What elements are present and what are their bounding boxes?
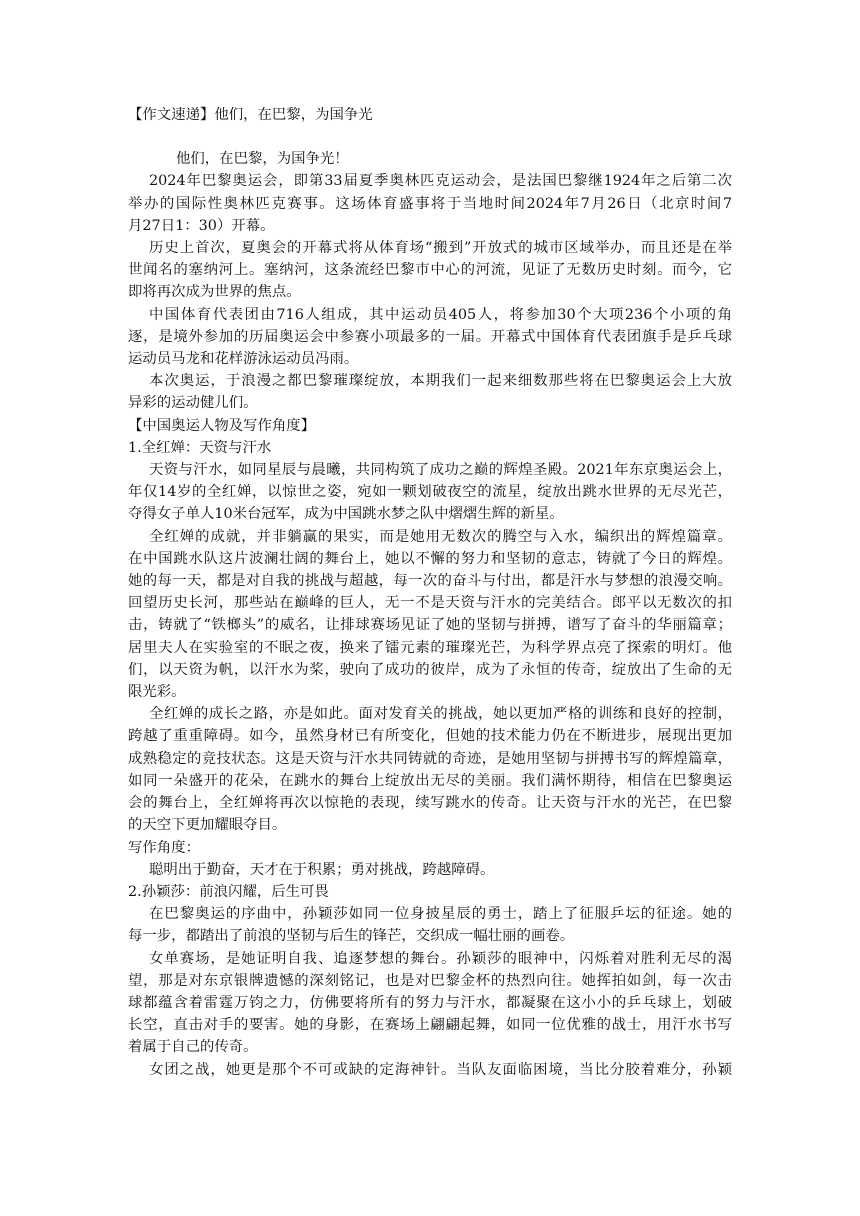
text-line: 成熟稳定的竞技状态。这是天资与汗水共同铸就的奇迹，是她用坚韧与拼搏书写的辉煌篇章， xyxy=(128,750,732,767)
text-line: 击，铸就了“铁榔头”的威名，让排球赛场见证了她的坚韧与拼搏，谱写了奋斗的华丽篇章； xyxy=(128,617,732,634)
text-line: 运动员马龙和花样游泳运动员冯雨。 xyxy=(128,351,359,368)
body-paragraph xyxy=(128,1059,732,1081)
text-line: 每一步，都踏出了前浪的坚韧与后生的锋芒，交织成一幅壮丽的画卷。 xyxy=(128,928,575,945)
text-line: 回望历史长河，那些站在巅峰的巨人，无一不是天资与汗水的完美结合。郎平以无数次的扣 xyxy=(128,595,732,612)
text-line: 居里夫人在实验室的不眠之夜，换来了镭元素的璀璨光芒，为科学界点亮了探索的明灯。他 xyxy=(128,639,732,656)
text-line: 的天空下更加耀眼夺目。 xyxy=(128,817,287,834)
body-paragraph xyxy=(128,703,732,836)
text-line: 天资与汗水，如同星辰与晨曦，共同构筑了成功之巅的辉煌圣殿。2021年东京奥运会上， xyxy=(149,462,732,479)
subsection-heading: 2.孙颖莎：前浪闪耀，后生可畏 xyxy=(128,883,329,900)
text-line: 她的每一天，都是对自我的挑战与超越，每一次的奋斗与付出，都是汗水与梦想的浪漫交响。 xyxy=(128,573,732,590)
intro-paragraph xyxy=(128,170,732,237)
text-line: 跨越了重重障碍。如今，虽然身材已有所变化，但她的技术能力仍在不断进步，展现出更加 xyxy=(128,728,732,745)
text-line: 限光彩。 xyxy=(128,684,186,701)
section-heading: 【中国奥运人物及写作角度】 xyxy=(128,417,316,434)
text-line: 逐，是境外参加的历届奥运会中参赛小项最多的一届。开幕式中国体育代表团旗手是乒乓球 xyxy=(128,328,732,345)
text-line: 如同一朵盛开的花朵，在跳水的舞台上绽放出无尽的美丽。我们满怀期待，相信在巴黎奥运 xyxy=(128,772,732,789)
intro-paragraph xyxy=(128,304,732,371)
text-line: 举办的国际性奥林匹克赛事。这场体育盛事将于当地时间2024年7月26日（北京时间7 xyxy=(128,195,732,212)
body-paragraph xyxy=(128,526,732,704)
writing-angle-label: 写作角度： xyxy=(128,839,200,856)
text-line: 中国体育代表团由716人组成，其中运动员405人，将参加30个大项236个小项的角 xyxy=(149,306,732,323)
subsection-heading: 1.全红婵：天资与汗水 xyxy=(128,439,272,456)
text-line: 在巴黎奥运的序曲中，孙颖莎如同一位身披星辰的勇士，踏上了征服乒坛的征途。她的 xyxy=(149,906,732,923)
text-line: 女团之战，她更是那个不可或缺的定海神针。当队友面临困境，当比分胶着难分，孙颖 xyxy=(149,1061,732,1078)
writing-angle-text: 聪明出于勤奋，天才在于积累；勇对挑战，跨越障碍。 xyxy=(149,861,495,878)
text-line: 全红婵的成就，并非躺赢的果实，而是她用无数次的腾空与入水，编织出的辉煌篇章。 xyxy=(149,528,732,545)
text-line: 2024年巴黎奥运会，即第33届夏季奥林匹克运动会，是法国巴黎继1924年之后第二次 xyxy=(149,173,732,190)
text-line: 会的舞台上，全红婵将再次以惊艳的表现，续写跳水的传奇。让天资与汗水的光芒，在巴黎 xyxy=(128,795,732,812)
text-line: 夺得女子单人10米台冠军，成为中国跳水梦之队中熠熠生辉的新星。 xyxy=(128,506,564,523)
blank-line xyxy=(128,126,732,148)
text-line: 本次奥运，于浪漫之都巴黎璀璨绽放，本期我们一起来细数那些将在巴黎奥运会上大放 xyxy=(149,373,732,390)
text-line: 们，以天资为帆，以汗水为桨，驶向了成功的彼岸，成为了永恒的传奇，绽放出了生命的无 xyxy=(128,661,732,678)
text-line: 异彩的运动健儿们。 xyxy=(128,395,258,412)
text-line: 着属于自己的传奇。 xyxy=(128,1039,258,1056)
intro-paragraph xyxy=(128,237,732,304)
text-line: 女单赛场，是她证明自我、追逐梦想的舞台。孙颖莎的眼神中，闪烁着对胜利无尽的渴 xyxy=(149,950,732,967)
article-title: 他们，在巴黎，为国争光！ xyxy=(176,151,349,168)
text-line: 月27日1：30）开幕。 xyxy=(128,217,275,234)
intro-paragraph xyxy=(128,370,732,414)
text-line: 年仅14岁的全红婵，以惊世之姿，宛如一颗划破夜空的流星，绽放出跳水世界的无尽光芒， xyxy=(128,484,732,501)
text-line: 望，那是对东京银牌遗憾的深刻铭记，也是对巴黎金杯的热烈向往。她挥拍如剑，每一次击 xyxy=(128,972,732,989)
text-line: 在中国跳水队这片波澜壮阔的舞台上，她以不懈的努力和坚韧的意志，铸就了今日的辉煌。 xyxy=(128,550,732,567)
article-header: 【作文速递】他们，在巴黎，为国争光 xyxy=(128,107,373,123)
text-line: 世闻名的塞纳河上。塞纳河，这条流经巴黎市中心的河流，见证了无数历史时刻。而今，它 xyxy=(128,262,732,279)
text-line: 即将再次成为世界的焦点。 xyxy=(128,284,301,301)
text-line: 球都蕴含着雷霆万钧之力，仿佛要将所有的努力与汗水，都凝聚在这小小的乒乓球上，划破 xyxy=(128,994,732,1011)
text-line: 长空，直击对手的要害。她的身影，在赛场上翩翩起舞，如同一位优雅的战士，用汗水书写 xyxy=(128,1017,732,1034)
document-body xyxy=(128,104,732,1081)
body-paragraph xyxy=(128,459,732,526)
body-paragraph xyxy=(128,948,732,1059)
text-line: 历史上首次，夏奥会的开幕式将从体育场“搬到”开放式的城市区域举办，而且还是在举 xyxy=(149,240,732,257)
body-paragraph xyxy=(128,903,732,947)
text-line: 全红婵的成长之路，亦是如此。面对发育关的挑战，她以更加严格的训练和良好的控制， xyxy=(149,706,732,723)
